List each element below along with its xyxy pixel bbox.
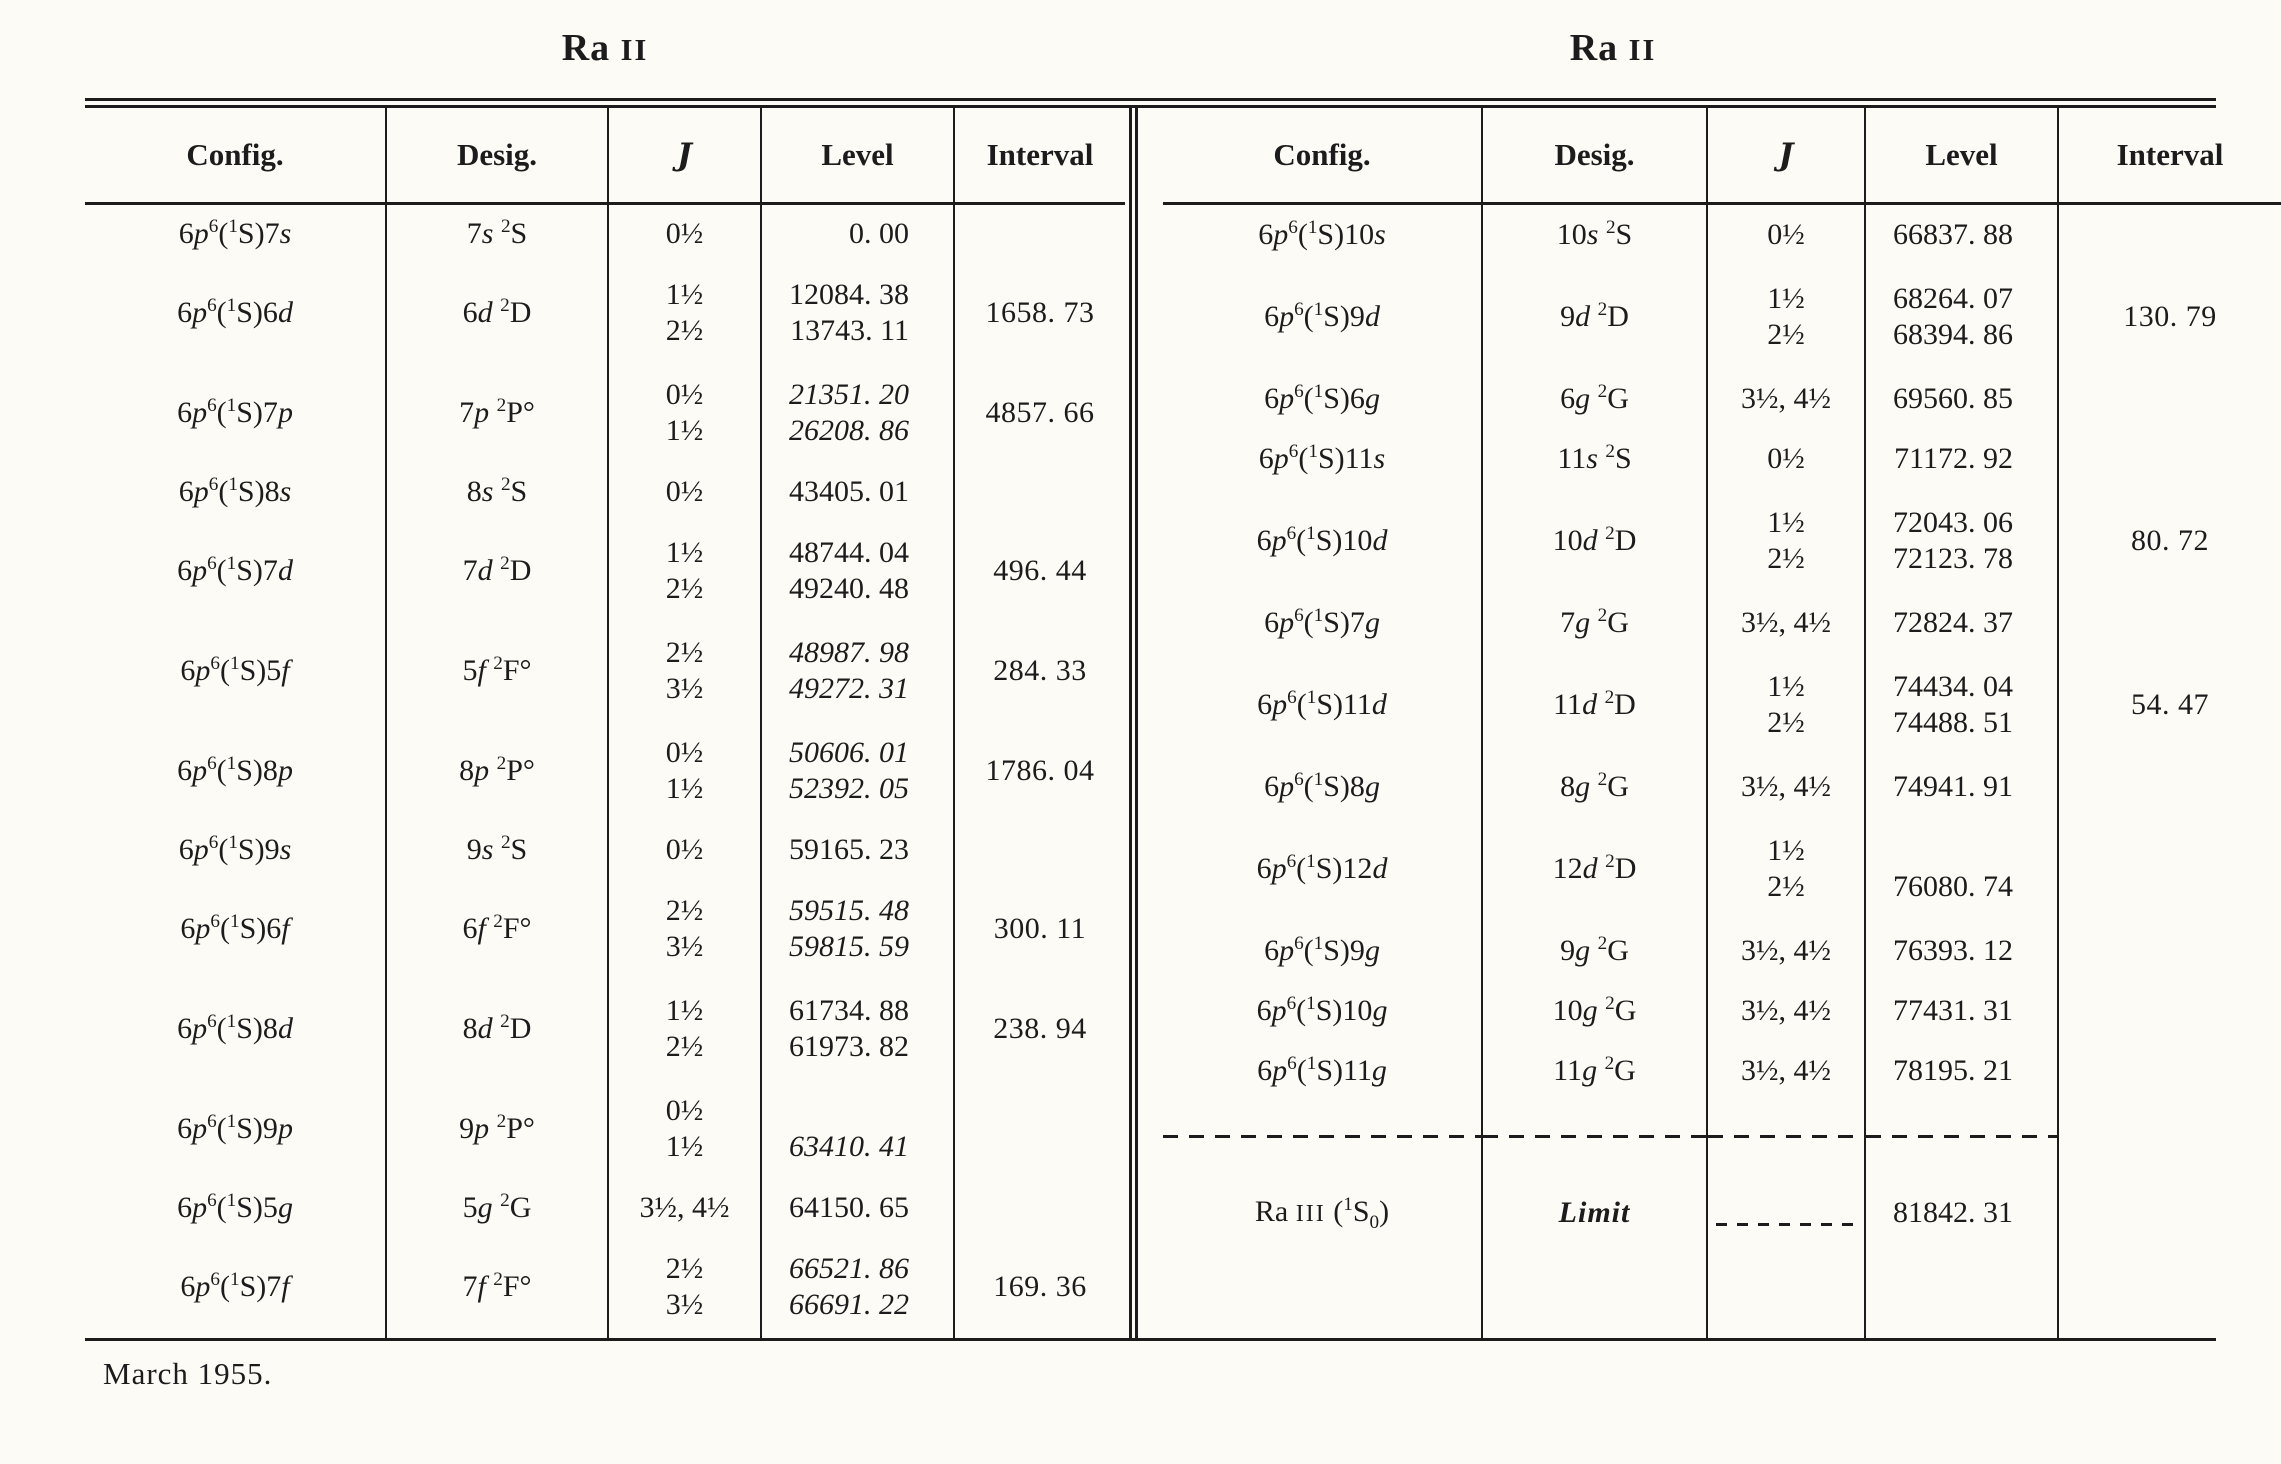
level-cell: 76393. 12 <box>1864 921 2057 981</box>
table-row <box>1163 653 2281 757</box>
interval-cell <box>2057 1101 2281 1171</box>
config-cell: $6p^6(^1S)12d$ <box>1256 851 1388 885</box>
level-cell: 48744. 04 49240. 48 <box>760 521 953 621</box>
config-cell: $6p^6(^1S)6f$ <box>180 911 290 945</box>
desig-cell: 9d $^2$D <box>1481 265 1706 369</box>
desig-cell: 12d $^2$D <box>1481 817 1706 921</box>
interval-cell <box>2057 981 2281 1041</box>
config-cell: $6p^6(^1S)10d$ <box>1256 523 1388 557</box>
interval-cell: 54. 47 <box>2057 653 2281 757</box>
interval-cell <box>2057 593 2281 653</box>
table-row <box>85 979 1125 1079</box>
interval-cell <box>2057 1041 2281 1101</box>
interval-cell <box>2057 369 2281 429</box>
table-row <box>1163 921 2281 981</box>
config-cell: $6p^6(^1S)8p$ <box>177 753 293 787</box>
config-cell: $6p^6(^1S)9d$ <box>1264 299 1380 333</box>
desig-cell: 11d $^2$D <box>1481 653 1706 757</box>
j-cell <box>1706 1255 1864 1340</box>
j-cell: 0½ <box>607 463 760 521</box>
config-cell: $6p^6(^1S)8s$ <box>178 474 292 508</box>
interval-cell <box>2057 429 2281 489</box>
j-cell <box>1706 1101 1864 1171</box>
desig-cell: 10d $^2$D <box>1481 489 1706 593</box>
desig-cell: 5f $^2$F° <box>385 621 607 721</box>
j-cell: 3½, 4½ <box>1706 369 1864 429</box>
table-row <box>85 1179 1125 1237</box>
level-cell: 71172. 92 <box>1864 429 2057 489</box>
j-cell: 3½, 4½ <box>1706 593 1864 653</box>
interval-cell: 4857. 66 <box>953 363 1125 463</box>
desig-cell: 7d $^2$D <box>385 521 607 621</box>
level-cell: 72824. 37 <box>1864 593 2057 653</box>
desig-cell: 10g $^2$G <box>1481 981 1706 1041</box>
j-cell: 1½ 2½ <box>607 979 760 1079</box>
j-cell: 1½ 2½ <box>1706 817 1864 921</box>
table-row <box>85 1237 1125 1337</box>
config-cell: $6p^6(^1S)8d$ <box>177 1011 293 1045</box>
config-cell: $6p^6(^1S)11d$ <box>1257 687 1387 721</box>
j-cell: 0½ <box>607 821 760 879</box>
desig-cell: 8d $^2$D <box>385 979 607 1079</box>
level-cell: 74434. 04 74488. 51 <box>1864 653 2057 757</box>
table-row <box>1163 265 2281 369</box>
top-double-rule <box>85 98 2216 108</box>
j-cell: 2½ 3½ <box>607 1237 760 1337</box>
desig-cell: 7s $^2$S <box>385 205 607 263</box>
level-cell: 77431. 31 <box>1864 981 2057 1041</box>
level-cell <box>1864 1255 2057 1340</box>
interval-cell <box>2057 1255 2281 1340</box>
j-cell: 0½ 1½ <box>607 721 760 821</box>
header-cell-interval: Interval <box>2057 108 2281 205</box>
j-cell: 1½ 2½ <box>1706 653 1864 757</box>
dashed-separator-row <box>1163 1101 2281 1171</box>
table-row <box>1163 1041 2281 1101</box>
config-cell: $6p^6(^1S)9p$ <box>177 1111 293 1145</box>
config-cell: $6p^6(^1S)7g$ <box>1264 605 1380 639</box>
header-row <box>85 108 1125 205</box>
desig-cell: 8g $^2$G <box>1481 757 1706 817</box>
desig-cell: 6f $^2$F° <box>385 879 607 979</box>
header-cell-j: J <box>1706 108 1864 205</box>
j-cell: 0½ <box>1706 429 1864 489</box>
table-row <box>85 363 1125 463</box>
level-cell <box>1864 1101 2057 1171</box>
table-row <box>1163 489 2281 593</box>
desig-cell: 7p $^2$P° <box>385 363 607 463</box>
interval-cell: 1786. 04 <box>953 721 1125 821</box>
table-row <box>1163 817 2281 921</box>
desig-cell: 11g $^2$G <box>1481 1041 1706 1101</box>
config-cell: $6p^6(^1S)8g$ <box>1264 769 1380 803</box>
j-cell: 0½ 1½ <box>607 363 760 463</box>
interval-cell: 496. 44 <box>953 521 1125 621</box>
level-cell: 59515. 48 59815. 59 <box>760 879 953 979</box>
desig-cell: 7g $^2$G <box>1481 593 1706 653</box>
desig-cell: 6g $^2$G <box>1481 369 1706 429</box>
j-cell: 3½, 4½ <box>1706 981 1864 1041</box>
level-cell: 50606. 01 52392. 05 <box>760 721 953 821</box>
config-cell: $6p^6(^1S)9g$ <box>1264 933 1380 967</box>
level-cell: 72043. 06 72123. 78 <box>1864 489 2057 593</box>
date-footer: March 1955. <box>103 1356 273 1391</box>
j-cell: 3½, 4½ <box>1706 757 1864 817</box>
table-row <box>85 721 1125 821</box>
table-row <box>85 821 1125 879</box>
desig-cell: 9g $^2$G <box>1481 921 1706 981</box>
table-row <box>1163 429 2281 489</box>
config-cell: $6p^6(^1S)6d$ <box>177 295 293 329</box>
desig-cell <box>1481 1101 1706 1171</box>
j-cell: 0½ <box>607 205 760 263</box>
level-cell: 12084. 38 13743. 11 <box>760 263 953 363</box>
table-row <box>1163 593 2281 653</box>
level-cell: 66521. 86 66691. 22 <box>760 1237 953 1337</box>
header-cell-j: J <box>607 108 760 205</box>
level-cell: 59165. 23 <box>760 821 953 879</box>
j-cell: 2½ 3½ <box>607 879 760 979</box>
table-row <box>85 521 1125 621</box>
config-cell: $6p^6(^1S)7f$ <box>180 1269 290 1303</box>
desig-cell: 8p $^2$P° <box>385 721 607 821</box>
desig-cell: Limit <box>1481 1171 1706 1255</box>
j-cell: 3½, 4½ <box>1706 921 1864 981</box>
config-cell: $6p^6(^1S)5f$ <box>180 653 290 687</box>
header-cell-config: Config. <box>85 108 385 205</box>
interval-cell <box>953 821 1125 879</box>
left-table <box>85 108 1125 1340</box>
interval-cell <box>2057 1171 2281 1255</box>
level-cell: 0. 00 <box>760 205 953 263</box>
interval-cell <box>953 205 1125 263</box>
desig-cell: 9p $^2$P° <box>385 1079 607 1179</box>
config-cell: $6p^6(^1S)10s$ <box>1258 217 1386 251</box>
desig-cell: 10s $^2$S <box>1481 205 1706 265</box>
config-cell: $6p^6(^1S)5g$ <box>177 1190 293 1224</box>
table-row <box>85 621 1125 721</box>
level-cell: 61734. 88 61973. 82 <box>760 979 953 1079</box>
table-row <box>85 879 1125 979</box>
level-cell: 66837. 88 <box>1864 205 2057 265</box>
center-double-rule <box>1129 108 1138 1340</box>
level-cell: 81842. 31 <box>1864 1171 2057 1255</box>
config-cell: $6p^6(^1S)11g$ <box>1257 1053 1387 1087</box>
desig-cell: 11s $^2$S <box>1481 429 1706 489</box>
header-cell-desig: Desig. <box>385 108 607 205</box>
j-cell <box>1706 1171 1864 1255</box>
j-cell: 2½ 3½ <box>607 621 760 721</box>
config-cell: Ra III $(^1S_0)$ <box>1254 1194 1390 1233</box>
desig-cell: 9s $^2$S <box>385 821 607 879</box>
j-cell: 0½ <box>1706 205 1864 265</box>
table-row <box>1163 369 2281 429</box>
j-cell: 1½ 2½ <box>607 521 760 621</box>
config-cell: $6p^6(^1S)7d$ <box>177 553 293 587</box>
interval-cell: 1658. 73 <box>953 263 1125 363</box>
level-cell: 68264. 07 68394. 86 <box>1864 265 2057 369</box>
config-cell: $6p^6(^1S)11s$ <box>1258 441 1386 475</box>
j-cell: 3½, 4½ <box>607 1179 760 1237</box>
level-cell: 69560. 85 <box>1864 369 2057 429</box>
config-cell: $6p^6(^1S)10g$ <box>1256 993 1388 1027</box>
interval-cell <box>2057 757 2281 817</box>
header-cell-interval: Interval <box>953 108 1125 205</box>
interval-cell <box>953 463 1125 521</box>
level-cell: 74941. 91 <box>1864 757 2057 817</box>
config-cell: $6p^6(^1S)6g$ <box>1264 381 1380 415</box>
header-row <box>1163 108 2281 205</box>
config-cell <box>1163 1255 1481 1340</box>
interval-cell <box>953 1179 1125 1237</box>
desig-cell: 8s $^2$S <box>385 463 607 521</box>
table-row <box>85 463 1125 521</box>
filler-row <box>1163 1255 2281 1340</box>
desig-cell <box>1481 1255 1706 1340</box>
table-row <box>1163 757 2281 817</box>
interval-cell: 169. 36 <box>953 1237 1125 1337</box>
config-cell: $6p^6(^1S)7p$ <box>177 395 293 429</box>
level-cell: 76080. 74 <box>1864 817 2057 921</box>
config-cell <box>1163 1101 1481 1171</box>
level-cell: 64150. 65 <box>760 1179 953 1237</box>
desig-cell: 7f $^2$F° <box>385 1237 607 1337</box>
level-cell: 78195. 21 <box>1864 1041 2057 1101</box>
level-cell: 63410. 41 <box>760 1079 953 1179</box>
table-row <box>85 205 1125 263</box>
header-cell-level: Level <box>760 108 953 205</box>
level-cell: 48987. 98 49272. 31 <box>760 621 953 721</box>
j-cell: 1½ 2½ <box>607 263 760 363</box>
table-row <box>85 1079 1125 1179</box>
table-title-right: Ra II <box>1569 27 1657 69</box>
j-cell: 1½ 2½ <box>1706 265 1864 369</box>
config-cell: $6p^6(^1S)7s$ <box>178 216 292 250</box>
desig-cell: 6d $^2$D <box>385 263 607 363</box>
bottom-rule <box>85 1338 2216 1341</box>
interval-cell: 284. 33 <box>953 621 1125 721</box>
j-cell: 0½ 1½ <box>607 1079 760 1179</box>
interval-cell <box>2057 921 2281 981</box>
table-row <box>85 263 1125 363</box>
interval-cell: 238. 94 <box>953 979 1125 1079</box>
header-cell-config: Config. <box>1163 108 1481 205</box>
right-table <box>1163 108 2281 1340</box>
desig-cell: 5g $^2$G <box>385 1179 607 1237</box>
level-cell: 21351. 20 26208. 86 <box>760 363 953 463</box>
level-cell: 43405. 01 <box>760 463 953 521</box>
interval-cell: 300. 11 <box>953 879 1125 979</box>
interval-cell: 130. 79 <box>2057 265 2281 369</box>
limit-row <box>1163 1171 2281 1255</box>
interval-cell <box>2057 205 2281 265</box>
j-dashes <box>1716 1223 1856 1226</box>
interval-cell: 80. 72 <box>2057 489 2281 593</box>
table-row <box>1163 205 2281 265</box>
j-cell: 3½, 4½ <box>1706 1041 1864 1101</box>
config-cell: $6p^6(^1S)9s$ <box>178 832 292 866</box>
j-cell: 1½ 2½ <box>1706 489 1864 593</box>
table-title-left: Ra II <box>561 27 649 69</box>
table-row <box>1163 981 2281 1041</box>
interval-cell <box>953 1079 1125 1179</box>
header-cell-level: Level <box>1864 108 2057 205</box>
header-cell-desig: Desig. <box>1481 108 1706 205</box>
interval-cell <box>2057 817 2281 921</box>
